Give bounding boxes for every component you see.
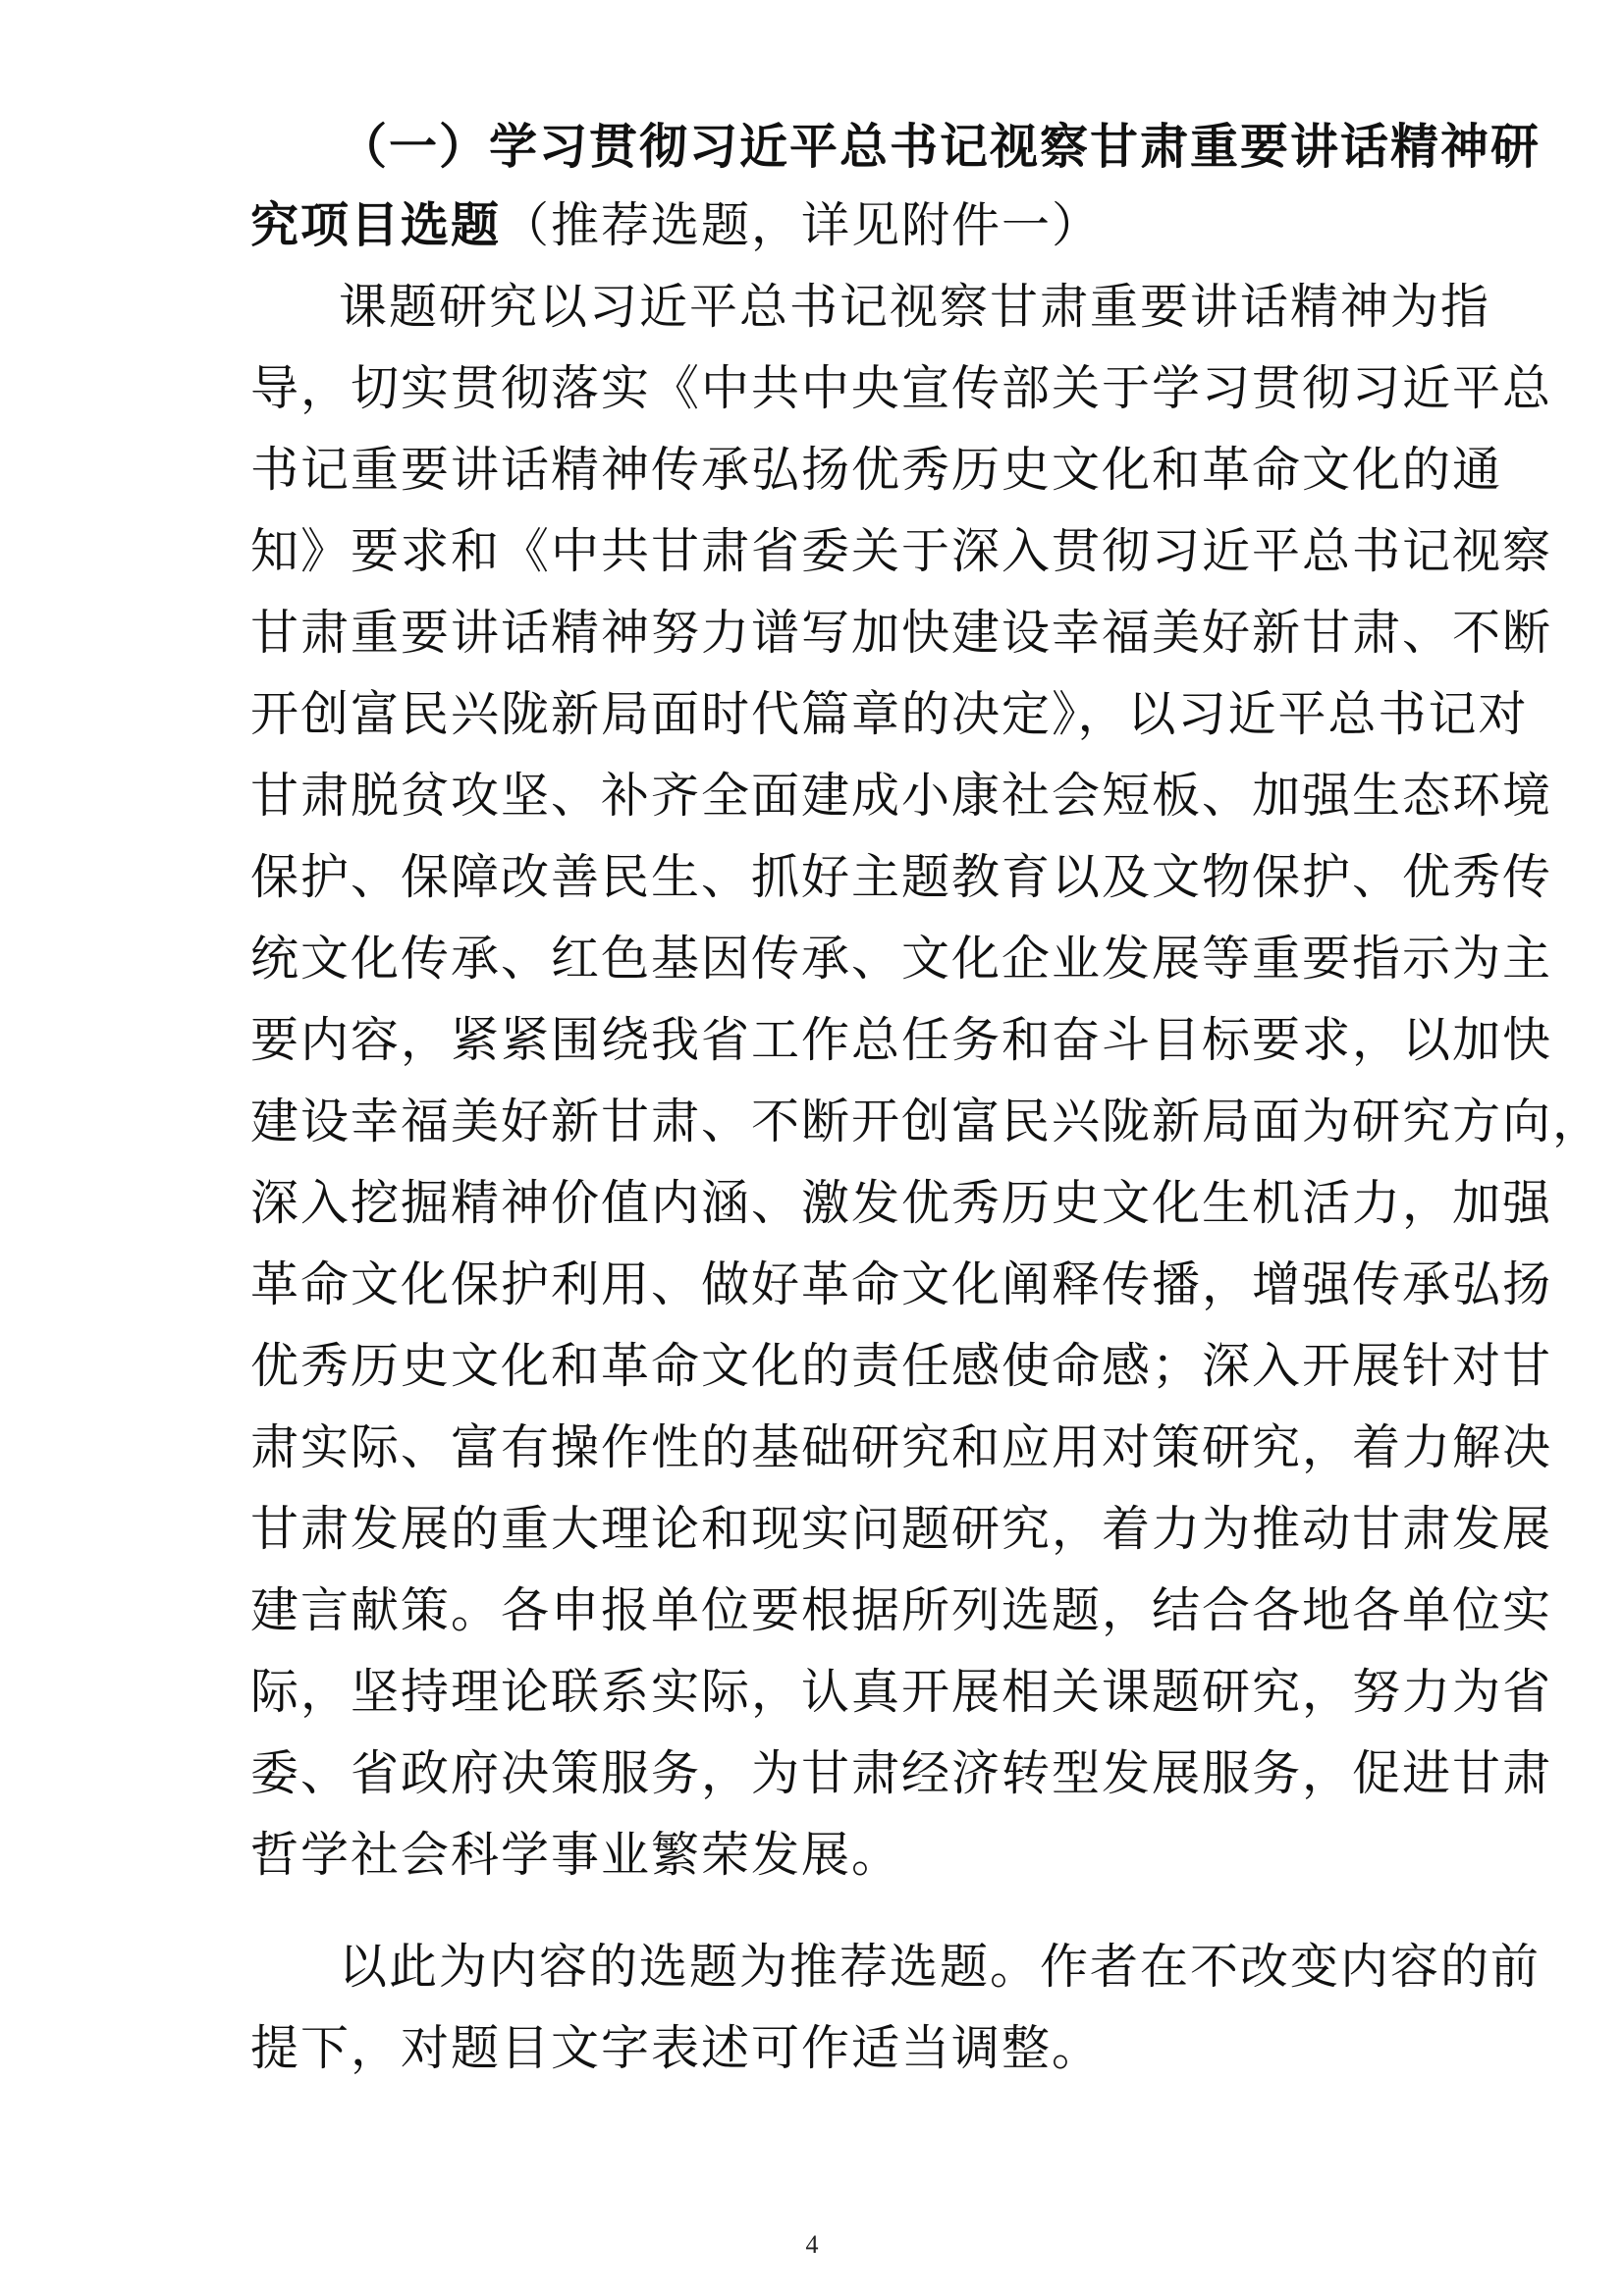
section-heading-line-2 [250, 196, 1399, 255]
paragraph-1-line: 肃实际、富有操作性的基础研究和应用对策研究，着力解决 [250, 1419, 1553, 1475]
paragraph-1-line: 课题研究以习近平总书记视察甘肃重要讲话精神为指 [339, 279, 1491, 335]
paragraph-1-line: 深入挖掘精神价值内涵、激发优秀历史文化生机活力，加强 [250, 1175, 1553, 1231]
paragraph-1-line: 优秀历史文化和革命文化的责任感使命感；深入开展针对甘 [250, 1338, 1553, 1394]
paragraph-1-line: 甘肃脱贫攻坚、补齐全面建成小康社会短板、加强生态环境 [250, 768, 1553, 824]
paragraph-1-line: 保护、保障改善民生、抓好主题教育以及文物保护、优秀传 [250, 849, 1553, 905]
paragraph-1-line: 哲学社会科学事业繁荣发展。 [250, 1827, 902, 1883]
paragraph-1-line: 导，切实贯彻落实《中共中央宣传部关于学习贯彻习近平总 [250, 360, 1553, 416]
paragraph-2-line: 以此为内容的选题为推荐选题。作者在不改变内容的前 [339, 1939, 1542, 1995]
paragraph-1-line: 际，坚持理论联系实际，认真开展相关课题研究，努力为省 [250, 1664, 1553, 1720]
paragraph-1-line: 革命文化保护利用、做好革命文化阐释传播，增强传承弘扬 [250, 1256, 1553, 1312]
paragraph-1-line: 要内容，紧紧围绕我省工作总任务和奋斗目标要求，以加快 [250, 1012, 1553, 1068]
paragraph-1-line: 甘肃发展的重大理论和现实问题研究，着力为推动甘肃发展 [250, 1501, 1553, 1557]
paragraph-1-line: 统文化传承、红色基因传承、文化企业发展等重要指示为主 [250, 931, 1553, 987]
paragraph-1-line: 书记重要讲话精神传承弘扬优秀历史文化和革命文化的通 [250, 442, 1503, 498]
section-heading-title-end: 究项目选题 [250, 197, 502, 253]
paragraph-1-line: 建设幸福美好新甘肃、不断开创富民兴陇新局面为研究方向， [250, 1094, 1603, 1149]
paragraph-2-line: 提下，对题目文字表述可作适当调整。 [250, 2020, 1103, 2076]
paragraph-1-line: 委、省政府决策服务，为甘肃经济转型发展服务，促进甘肃 [250, 1745, 1553, 1801]
paragraph-1-line: 开创富民兴陇新局面时代篇章的决定》，以习近平总书记对 [250, 686, 1529, 742]
paragraph-1-line: 知》要求和《中共甘肃省委关于深入贯彻习近平总书记视察 [250, 523, 1553, 579]
paragraph-1-line: 建言献策。各申报单位要根据所列选题，结合各地各单位实 [250, 1582, 1553, 1638]
page-number: 4 [805, 2230, 819, 2259]
paragraph-1-line: 甘肃重要讲话精神努力谱写加快建设幸福美好新甘肃、不断 [250, 605, 1553, 661]
section-heading-line-1: （一）学习贯彻习近平总书记视察甘肃重要讲话精神研 [339, 119, 1542, 175]
section-heading-note: （推荐选题，详见附件一） [501, 197, 1103, 253]
